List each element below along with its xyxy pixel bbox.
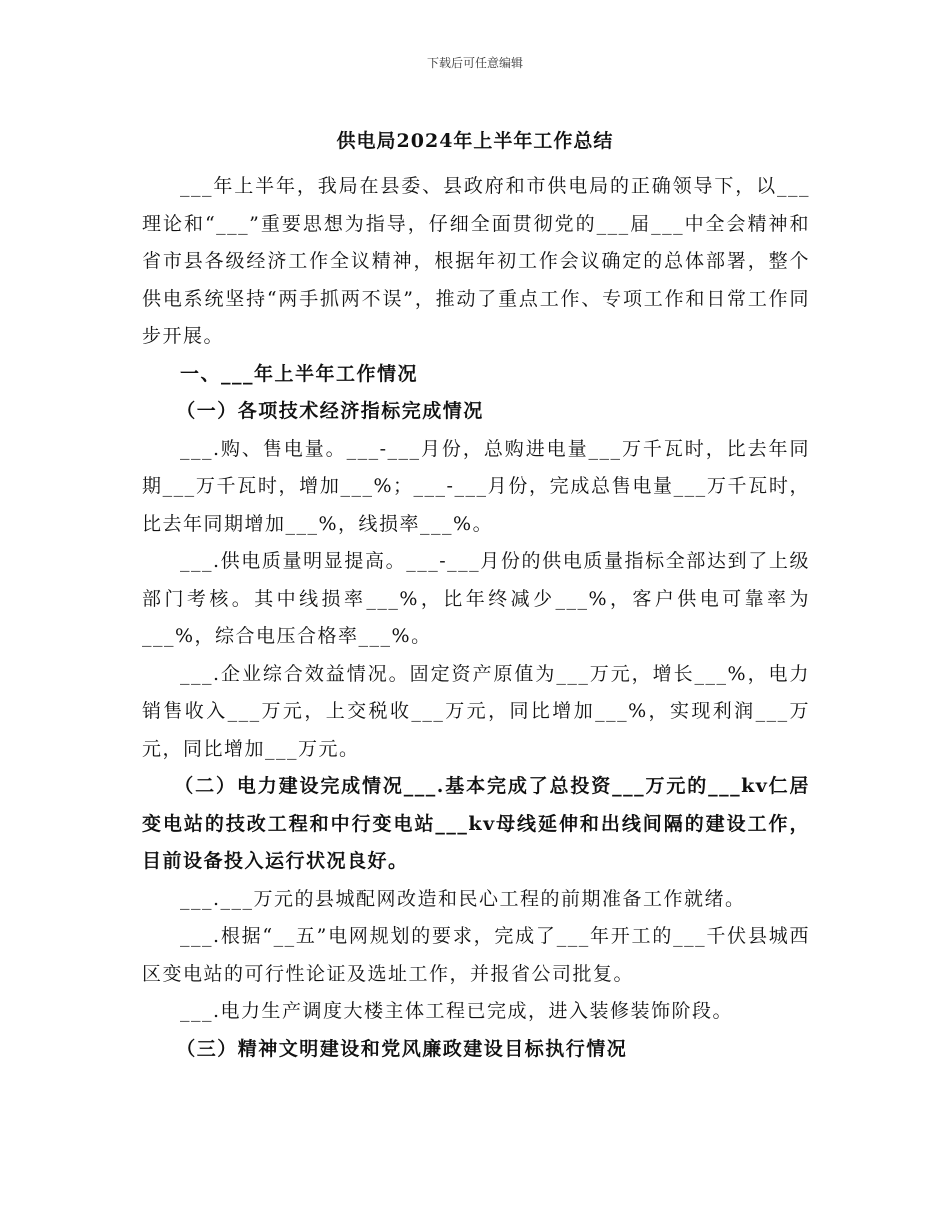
intro-paragraph: ___年上半年，我局在县委、县政府和市供电局的正确领导下，以___理论和“___”重要思想为指导，仔细全面贯彻党的___届___中全会精神和省市县各级经济工作全议精神，根据年初工作会议确定的总体部署，整个供电系统坚持“两手抓两不误”，推动了重点工作、专项工作和日常工作同步开展。 <box>142 175 810 347</box>
subsection-construction: （二）电力建设完成情况___.基本完成了总投资___万元的___kv仁居变电站的技改工程和中行变电站___kv母线延伸和出线间隔的建设工作，目前设备投入运行状况良好。 <box>142 775 810 872</box>
paragraph-grid-upgrade: ___.___万元的县城配网改造和民心工程的前期准备工作就绪。 <box>180 887 746 910</box>
page-header-note: 下载后可任意编辑 <box>426 56 523 70</box>
subsection-heading-1: （一）各项技术经济指标完成情况 <box>176 400 484 422</box>
document-title: 供电局2024年上半年工作总结 <box>336 130 614 152</box>
paragraph-dispatch-building: ___.电力生产调度大楼主体工程已完成，进入装修装饰阶段。 <box>180 1000 734 1022</box>
paragraph-supply-quality: ___.供电质量明显提高。___-___月份的供电质量指标全部达到了上级部门考核。其中线损率___%，比年终减少___%，客户供电可靠率为___%，综合电压合格率___%。 <box>142 550 810 647</box>
section-heading-1: 一、___年上半年工作情况 <box>180 362 419 385</box>
paragraph-benefits: ___.企业综合效益情况。固定资产原值为___万元，增长___%，电力销售收入___万元，上交税收___万元，同比增加___%，实现利润___万元，同比增加___万元。 <box>142 662 810 760</box>
paragraph-substation-planning: ___.根据“__五”电网规划的要求，完成了___年开工的___千伏县城西区变电站的可行性论证及选址工作，并报省公司批复。 <box>142 925 810 985</box>
document-body <box>142 168 810 1068</box>
paragraph-electricity-volume: ___.购、售电量。___-___月份，总购进电量___万千瓦时，比去年同期___万千瓦时，增加___%；___-___月份，完成总售电量___万千瓦时，比去年同期增加___%，线损率___%。 <box>142 437 810 535</box>
subsection-heading-3: （三）精神文明建设和党风廉政建设目标执行情况 <box>176 1037 628 1060</box>
